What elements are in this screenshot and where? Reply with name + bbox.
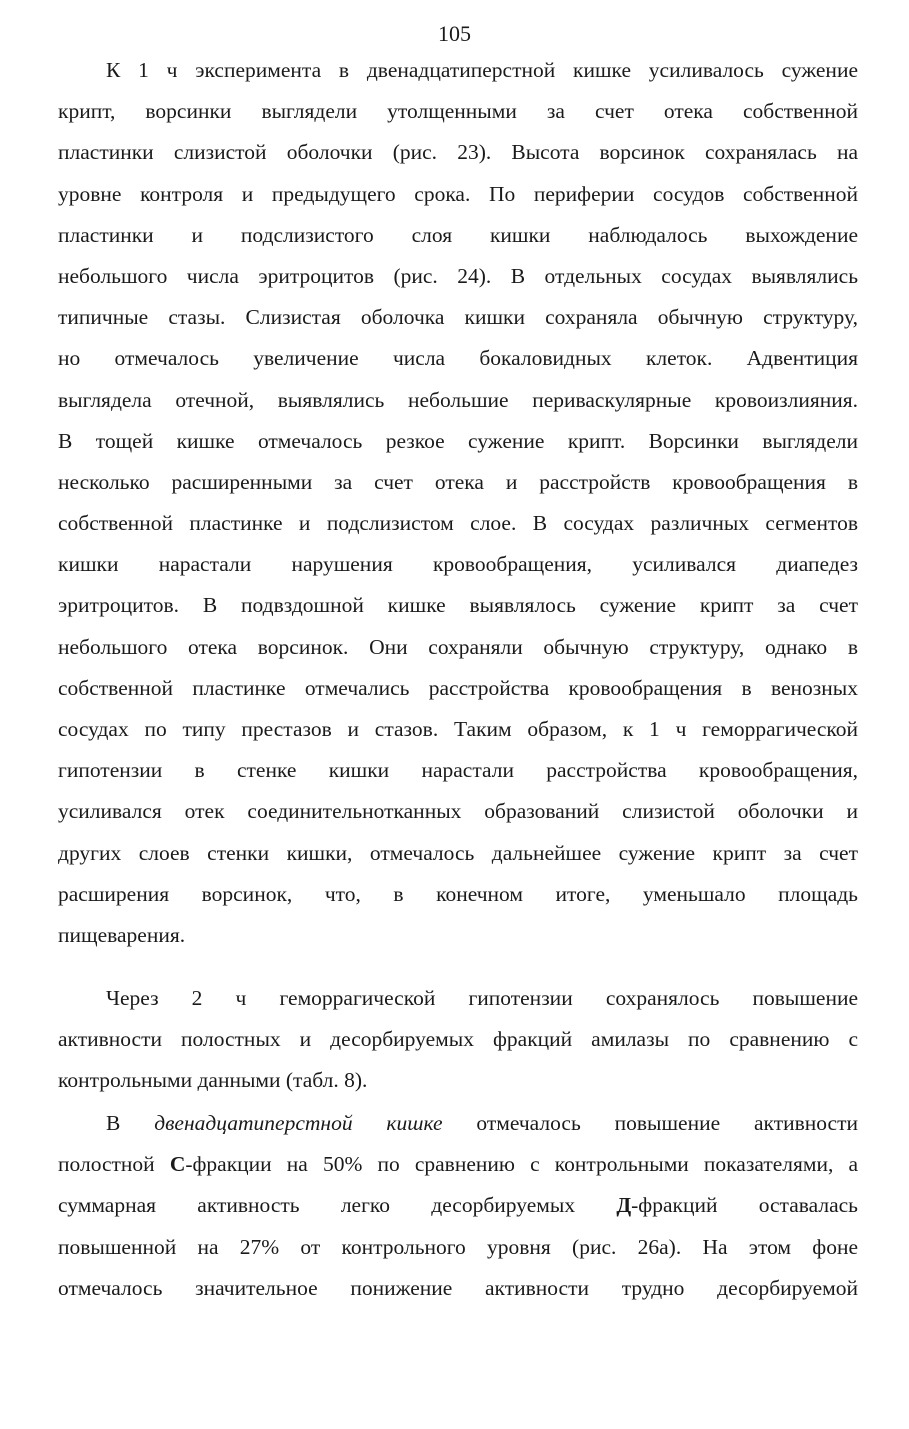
paragraph-3-line-5: отмечалось значительное понижение активности трудно десорбируемой [58, 1275, 858, 1300]
paragraph2-line: активности полостных и десорбируемых фракций амилазы по сравнению с [58, 1027, 858, 1052]
paragraph-3-line-1: В двенадцатиперстной кишке отмечалось повышение активности [106, 1111, 858, 1135]
paragraph1-line: но отмечалось увеличение числа бокаловидных клеток. Адвентиция [58, 346, 858, 371]
paragraph1-line: К 1 ч эксперимента в двенадцатиперстной кишке усиливалось сужение [106, 58, 858, 82]
paragraph1-line: пищеварения. [58, 922, 186, 947]
paragraph1-line: уровне контроля и предыдущего срока. По периферии сосудов собственной [58, 181, 858, 206]
paragraph1-line: гипотензии в стенке кишки нарастали расстройства кровообращения, [58, 758, 858, 783]
paragraph1-line: крипт, ворсинки выглядели утолщенными за счет отека собственной [58, 99, 858, 124]
paragraph-3 [58, 1103, 858, 1309]
paragraph2-line: контрольными данными (табл. 8). [58, 1068, 368, 1093]
paragraph1-line: выглядела отечной, выявлялись небольшие периваскулярные кровоизлияния. [58, 387, 858, 412]
paragraph-3-line-2: полостной С-фракции на 50% по сравнению с контрольными показателями, а [58, 1152, 859, 1177]
bold-letter-d: Д [616, 1193, 632, 1218]
paragraph1-line: эритроцитов. В подвздошной кишке выявлялось сужение крипт за счет [58, 593, 858, 618]
paragraph1-line: В тощей кишке отмечалось резкое сужение крипт. Ворсинки выглядели [58, 428, 858, 453]
paragraph-3-line-4: повышенной на 27% от контрольного уровня (рис. 26а). На этом фоне [58, 1234, 858, 1259]
italic-term: двенадцатиперстной кишке [154, 1111, 443, 1135]
paragraph-3-line-3: суммарная активность легко десорбируемых Д-фракций оставалась [58, 1193, 858, 1218]
paragraph-2 [58, 978, 858, 1102]
paragraph1-line: несколько расширенными за счет отека и расстройств кровообращения в [58, 469, 858, 494]
paragraph1-line: пластинки и подслизистого слоя кишки наблюдалось выхождение [58, 222, 858, 247]
bold-letter-c: С [169, 1152, 186, 1177]
paragraph1-line: других слоев стенки кишки, отмечалось дальнейшее сужение крипт за счет [58, 840, 858, 865]
paragraph1-line: собственной пластинке и подслизистом слое. В сосудах различных сегментов [58, 511, 858, 536]
paragraph1-line: кишки нарастали нарушения кровообращения, усиливался диапедез [58, 552, 858, 577]
paragraph1-line: типичные стазы. Слизистая оболочка кишки сохраняла обычную структуру, [58, 305, 858, 330]
paragraph1-line: небольшого числа эритроцитов (рис. 24). В отдельных сосудах выявлялись [58, 263, 858, 288]
paragraph1-line: сосудах по типу престазов и стазов. Таким образом, к 1 ч геморрагической [58, 717, 858, 741]
paragraph2-line: Через 2 ч геморрагической гипотензии сохранялось повышение [106, 986, 858, 1010]
page-number: 105 [438, 21, 471, 46]
paragraph1-line: расширения ворсинок, что, в конечном итоге, уменьшало площадь [58, 881, 858, 906]
paragraph-1 [58, 50, 858, 956]
paragraph1-line: собственной пластинке отмечались расстройства кровообращения в венозных [58, 675, 858, 700]
paragraph1-line: усиливался отек соединительнотканных образований слизистой оболочки и [58, 799, 858, 824]
paragraph1-line: пластинки слизистой оболочки (рис. 23). Высота ворсинок сохранялась на [58, 140, 858, 165]
paragraph1-line: небольшого отека ворсинок. Они сохраняли обычную структуру, однако в [58, 634, 858, 659]
